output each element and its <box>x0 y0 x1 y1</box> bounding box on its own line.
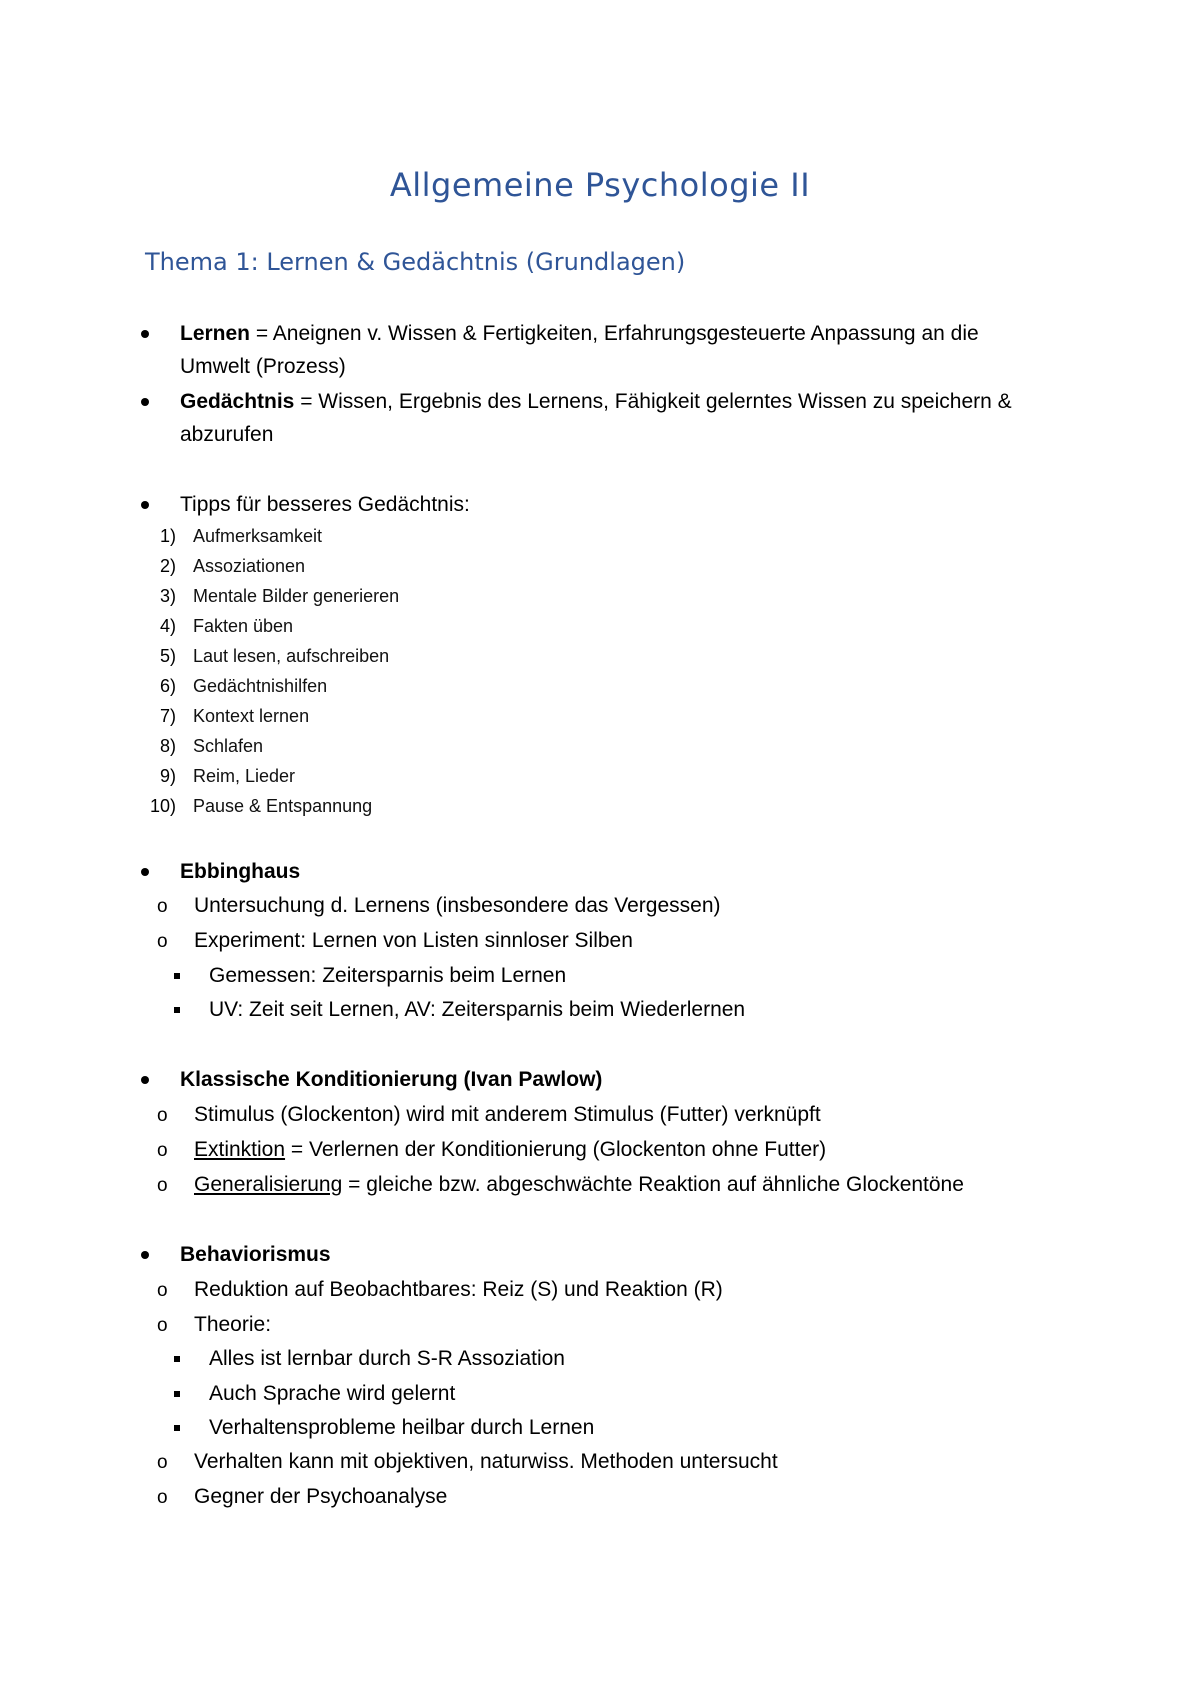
definition-gedaechtnis-cont: abzurufen <box>180 423 274 446</box>
list-item: Verhalten kann mit objektiven, naturwiss. Methoden untersucht <box>194 1450 778 1473</box>
list-item: Kontext lernen <box>193 706 310 726</box>
bullet-square <box>174 1425 180 1431</box>
section-heading: Thema 1: Lernen & Gedächtnis (Grundlagen) <box>145 248 686 276</box>
list-item: Schlafen <box>193 736 264 756</box>
bullet-circle: o <box>157 1315 168 1336</box>
list-number: 8) <box>159 736 176 756</box>
list-number: 4) <box>159 616 176 636</box>
definition-gedaechtnis: Gedächtnis = Wissen, Ergebnis des Lernens, Fähigkeit gelerntes Wissen zu speichern & <box>180 390 1012 413</box>
bullet-circle: o <box>157 1487 168 1508</box>
definition-lernen-cont: Umwelt (Prozess) <box>180 355 346 378</box>
list-item: UV: Zeit seit Lernen, AV: Zeitersparnis beim Wiederlernen <box>209 998 746 1021</box>
bullet-square <box>174 1356 180 1362</box>
behaviorismus-heading: Behaviorismus <box>180 1243 331 1266</box>
bullet-dot <box>141 330 149 338</box>
bullet-dot <box>141 868 149 876</box>
list-number: 3) <box>159 586 176 606</box>
list-number: 7) <box>159 706 176 726</box>
list-item: Reduktion auf Beobachtbares: Reiz (S) und Reaktion (R) <box>194 1278 723 1301</box>
page-title: Allgemeine Psychologie II <box>389 166 811 204</box>
list-item: Assoziationen <box>193 556 306 576</box>
list-item-generalisierung: Generalisierung = gleiche bzw. abgeschwächte Reaktion auf ähnliche Glockentöne <box>194 1173 964 1196</box>
list-item: Verhaltensprobleme heilbar durch Lernen <box>209 1416 595 1439</box>
bullet-dot <box>141 1076 149 1084</box>
list-number: 2) <box>159 556 176 576</box>
list-item: Experiment: Lernen von Listen sinnloser Silben <box>194 929 633 952</box>
list-item: Untersuchung d. Lernens (insbesondere das Vergessen) <box>194 894 721 917</box>
list-item: Gegner der Psychoanalyse <box>194 1485 448 1508</box>
list-item: Pause & Entspannung <box>193 796 373 816</box>
list-item: Stimulus (Glockenton) wird mit anderem Stimulus (Futter) verknüpft <box>194 1103 821 1126</box>
definition-lernen: Lernen = Aneignen v. Wissen & Fertigkeiten, Erfahrungsgesteuerte Anpassung an die <box>180 322 979 345</box>
bullet-square <box>174 1391 180 1397</box>
bullet-circle: o <box>157 1105 168 1126</box>
bullet-dot <box>141 398 149 406</box>
bullet-square <box>174 1007 180 1013</box>
list-item: Gedächtnishilfen <box>193 676 328 696</box>
list-number: 1) <box>159 526 176 546</box>
list-item: Auch Sprache wird gelernt <box>209 1382 456 1405</box>
bullet-circle: o <box>157 931 168 952</box>
bullet-circle: o <box>157 1452 168 1473</box>
ebbinghaus-heading: Ebbinghaus <box>180 860 301 883</box>
list-item: Reim, Lieder <box>193 766 296 786</box>
bullet-circle: o <box>157 1175 168 1196</box>
bullet-circle: o <box>157 1140 168 1161</box>
klassisch-heading: Klassische Konditionierung (Ivan Pawlow) <box>180 1068 603 1091</box>
list-item: Fakten üben <box>193 616 294 636</box>
list-item: Alles ist lernbar durch S-R Assoziation <box>209 1347 565 1370</box>
list-number: 10) <box>149 796 176 816</box>
tips-heading: Tipps für besseres Gedächtnis: <box>180 493 470 516</box>
bullet-square <box>174 973 180 979</box>
list-number: 9) <box>159 766 176 786</box>
list-item: Laut lesen, aufschreiben <box>193 646 390 666</box>
list-number: 5) <box>159 646 176 666</box>
list-item: Gemessen: Zeitersparnis beim Lernen <box>209 964 567 987</box>
bullet-circle: o <box>157 896 168 917</box>
bullet-dot <box>141 1251 149 1259</box>
list-item: Mentale Bilder generieren <box>193 586 400 606</box>
list-item: Theorie: <box>194 1313 272 1336</box>
list-item: Aufmerksamkeit <box>193 526 323 546</box>
bullet-dot <box>141 501 149 509</box>
list-number: 6) <box>159 676 176 696</box>
bullet-circle: o <box>157 1280 168 1301</box>
list-item-extinktion: Extinktion = Verlernen der Konditionierung (Glockenton ohne Futter) <box>194 1138 827 1161</box>
